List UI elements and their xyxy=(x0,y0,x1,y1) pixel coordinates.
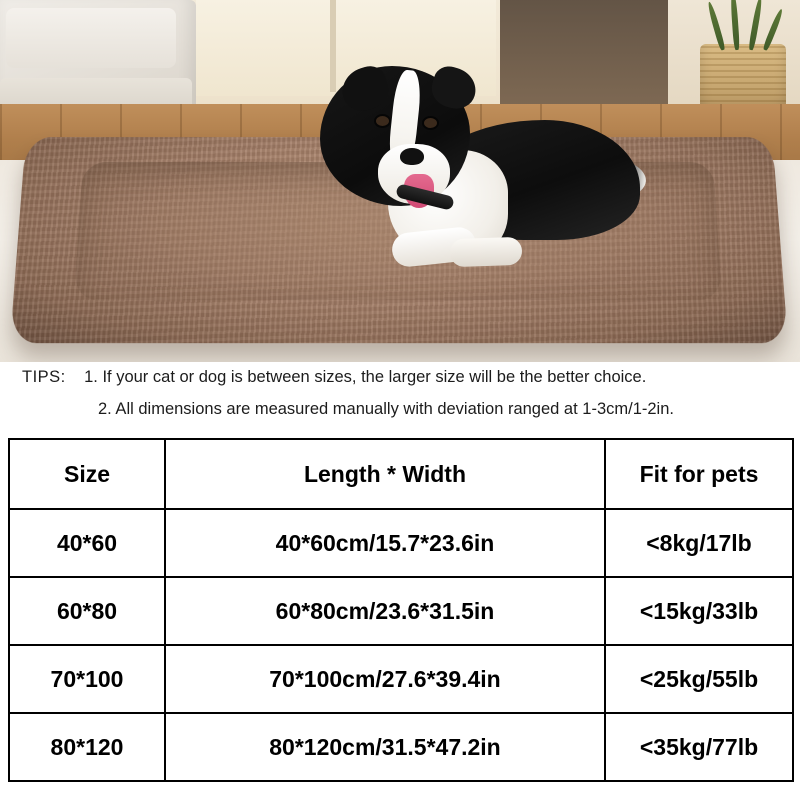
table-row xyxy=(9,713,793,781)
header-length-width: Length * Width xyxy=(165,439,605,509)
table-row xyxy=(9,509,793,577)
dog-head xyxy=(320,66,470,206)
cell-dimensions: 70*100cm/27.6*39.4in xyxy=(165,645,605,713)
tips-section xyxy=(0,362,800,440)
tips-label: TIPS: xyxy=(22,368,66,386)
cell-size: 60*80 xyxy=(9,577,165,645)
dog-front-paw-right xyxy=(450,237,523,267)
cell-dimensions: 40*60cm/15.7*23.6in xyxy=(165,509,605,577)
cell-fit: <15kg/33lb xyxy=(605,577,793,645)
dog-ear-right xyxy=(427,63,480,114)
cell-fit: <8kg/17lb xyxy=(605,509,793,577)
cell-dimensions: 60*80cm/23.6*31.5in xyxy=(165,577,605,645)
cell-dimensions: 80*120cm/31.5*47.2in xyxy=(165,713,605,781)
dog-eye-left xyxy=(376,116,389,126)
product-photo xyxy=(0,0,800,362)
dog-nose xyxy=(400,148,424,165)
cell-size: 40*60 xyxy=(9,509,165,577)
cell-fit: <25kg/55lb xyxy=(605,645,793,713)
tips-item-2: 2. All dimensions are measured manually with deviation ranged at 1-3cm/1-2in. xyxy=(98,400,674,418)
border-collie-dog xyxy=(300,66,640,276)
cell-fit: <35kg/77lb xyxy=(605,713,793,781)
table-row xyxy=(9,645,793,713)
cell-size: 80*120 xyxy=(9,713,165,781)
size-chart-table xyxy=(8,438,794,782)
header-fit-for-pets: Fit for pets xyxy=(605,439,793,509)
dog-eye-right xyxy=(424,118,437,128)
table-row xyxy=(9,577,793,645)
table-header-row xyxy=(9,439,793,509)
sofa-cushion xyxy=(6,8,176,68)
cell-size: 70*100 xyxy=(9,645,165,713)
tips-first-line xyxy=(22,368,646,387)
dog-ear-left xyxy=(337,62,394,116)
tips-item-1: 1. If your cat or dog is between sizes, the larger size will be the better choice. xyxy=(84,368,647,386)
header-size: Size xyxy=(9,439,165,509)
